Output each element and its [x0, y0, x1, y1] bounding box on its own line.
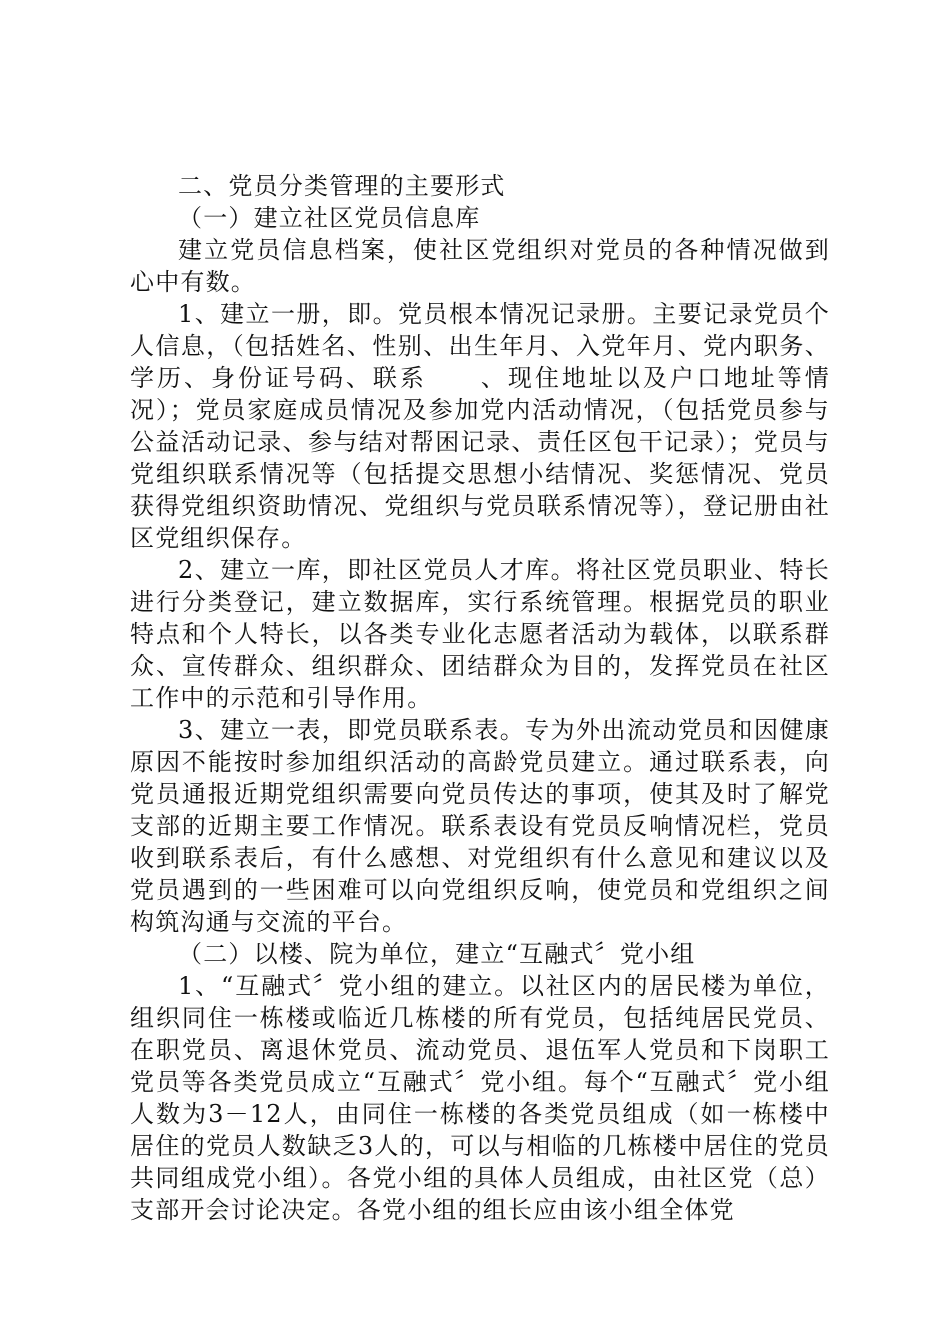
intro-paragraph: 建立党员信息档案，使社区党组织对党员的各种情况做到心中有数。 — [130, 236, 830, 296]
paragraph-register-book: 1、建立一册，即。党员根本情况记录册。主要记录党员个人信息，（包括姓名、性别、出生年月、入党年月、党内职务、学历、身份证号码、联系 、现住地址以及户口地址等情况）；党员家庭成员情况及参加党内活动情况，（包括党员参与公益活动记录、参与结对帮困记录、责任区包干记录）；党员与党组织联系情况等（包括提交思想小结情况、奖惩情况、党员获得党组织资助情况、党组织与党员联系情况等），登记册由社区党组织保存。 — [130, 300, 830, 552]
sub-heading-party-group: （二）以楼、院为单位，建立“互融式〞党小组 — [178, 940, 696, 968]
paragraph-contact-form: 3、建立一表，即党员联系表。专为外出流动党员和因健康原因不能按时参加组织活动的高龄党员建立。通过联系表，向党员通报近期党组织需要向党员传达的事项，使其及时了解党支部的近期主要工作情况。联系表设有党员反响情况栏，党员收到联系表后，有什么感想、对党组织有什么意见和建议以及党员遇到的一些困难可以向党组织反响，使党员和党组织之间构筑沟通与交流的平台。 — [130, 716, 830, 936]
paragraph-talent-database: 2、建立一库，即社区党员人才库。将社区党员职业、特长进行分类登记，建立数据库，实行系统管理。根据党员的职业特点和个人特长，以各类专业化志愿者活动为载体，以联系群众、宣传群众、组织群众、团结群众为目的，发挥党员在社区工作中的示范和引导作用。 — [130, 556, 830, 712]
section-heading: 二、党员分类管理的主要形式 — [178, 172, 506, 200]
document-body — [130, 170, 830, 1226]
paragraph-party-group-setup: 1、“互融式〞党小组的建立。以社区内的居民楼为单位，组织同住一栋楼或临近几栋楼的所有党员，包括纯居民党员、在职党员、离退休党员、流动党员、退伍军人党员和下岗职工党员等各类党员成立“互融式〞党小组。每个“互融式〞党小组人数为3－12人，由同住一栋楼的各类党员组成（如一栋楼中居住的党员人数缺乏3人的，可以与相临的几栋楼中居住的党员共同组成党小组）。各党小组的具体人员组成，由社区党（总）支部开会讨论决定。各党小组的组长应由该小组全体党 — [130, 972, 830, 1224]
sub-heading-info-database: （一）建立社区党员信息库 — [178, 204, 481, 232]
